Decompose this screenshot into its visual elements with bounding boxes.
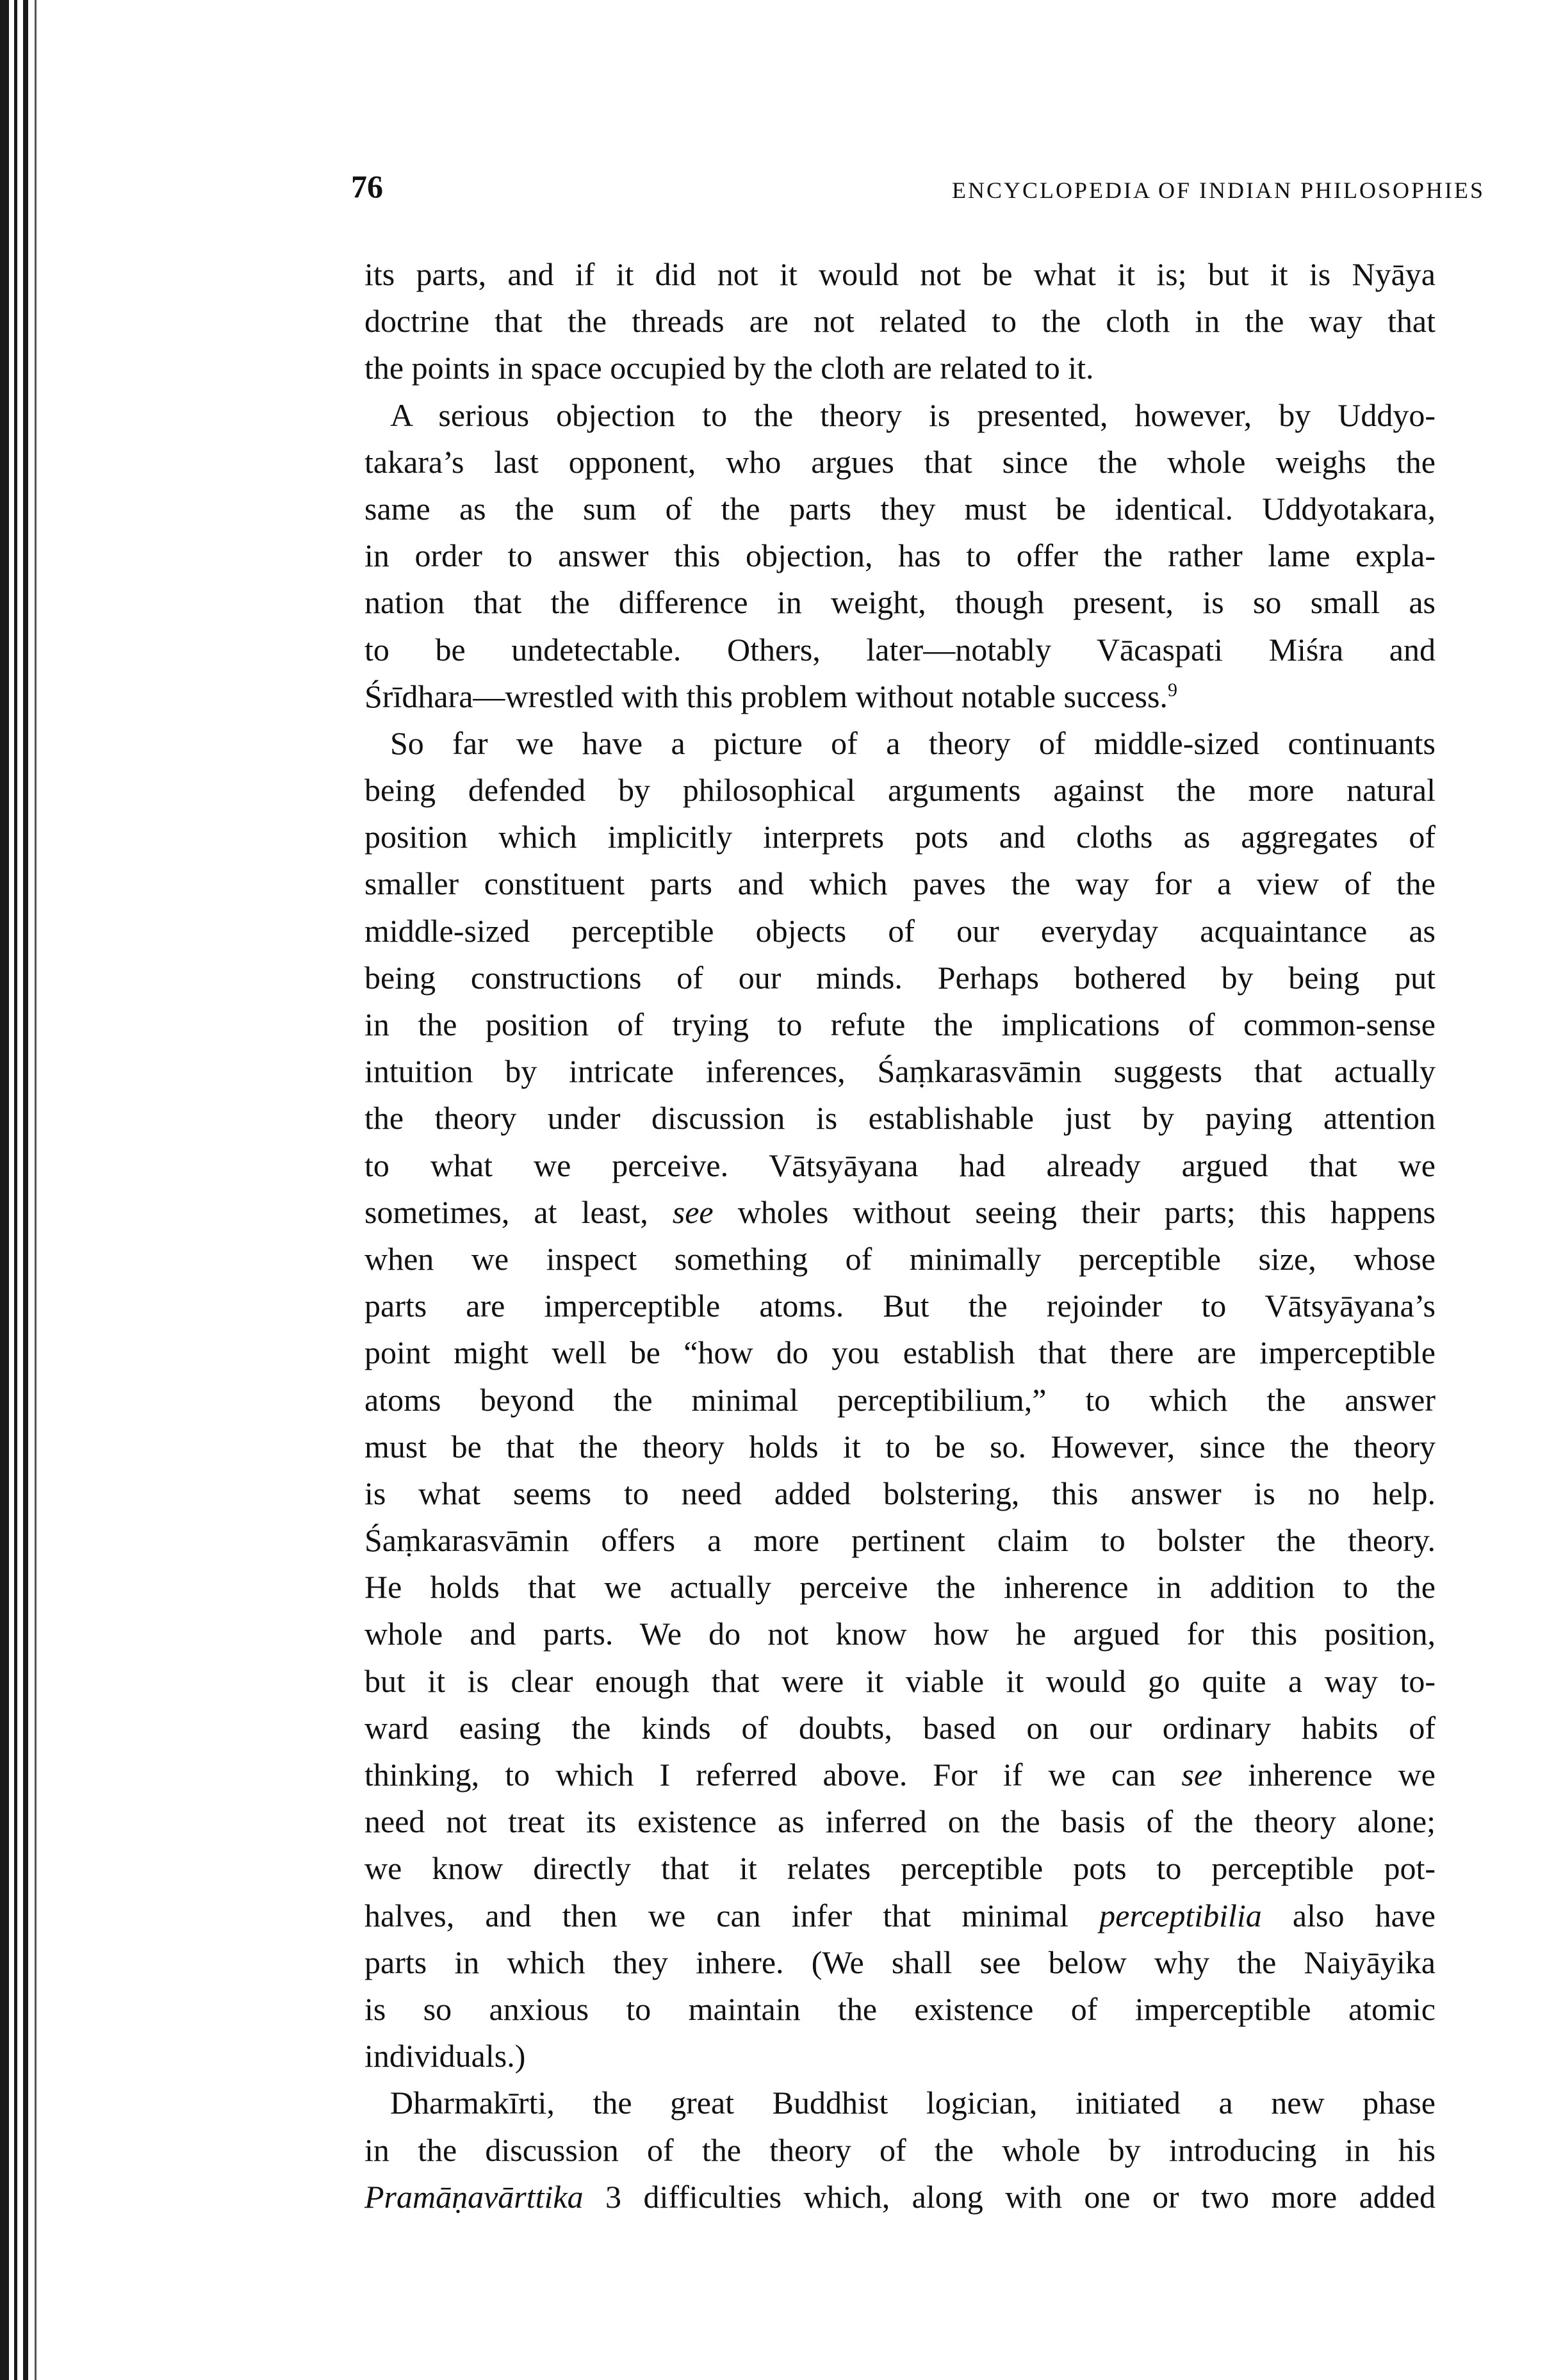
- text-line: [364, 814, 1436, 860]
- text-segment: also have: [1261, 1897, 1436, 1933]
- text-segment: being constructions of our minds. Perhaps bothered by being put: [364, 959, 1436, 996]
- text-segment: takara’s last opponent, who argues that since the whole weighs the: [364, 443, 1436, 480]
- text-segment: Śaṃkarasvāmin offers a more pertinent claim to bolster the theory.: [364, 1522, 1436, 1559]
- text-line: [364, 579, 1436, 626]
- text-line: [364, 251, 1436, 298]
- text-line: [364, 345, 1436, 391]
- text-segment: when we inspect something of minimally perceptible size, whose: [364, 1240, 1436, 1277]
- page-header: [351, 168, 1485, 213]
- text-line: [364, 767, 1436, 814]
- footnote-marker: 9: [1167, 679, 1177, 701]
- text-segment: sometimes, at least,: [364, 1194, 673, 1230]
- text-line: [364, 1752, 1436, 1798]
- body-text: [364, 251, 1436, 2220]
- text-segment: atoms beyond the minimal perceptibilium,” to which the answer: [364, 1381, 1436, 1418]
- text-line: [364, 1142, 1436, 1189]
- text-line: [364, 1236, 1436, 1283]
- text-line: [364, 1611, 1436, 1657]
- text-segment: its parts, and if it did not it would not be what it is; but it is Nyāya: [364, 256, 1436, 292]
- text-line: [364, 955, 1436, 1001]
- text-line: [364, 1517, 1436, 1564]
- text-line: [364, 439, 1436, 486]
- text-line: [364, 486, 1436, 532]
- text-line: [364, 1564, 1436, 1611]
- text-segment: individuals.): [364, 2038, 526, 2074]
- text-segment: the points in space occupied by the cloth are related to it.: [364, 350, 1094, 386]
- text-line: [364, 2127, 1436, 2174]
- page-number: 76: [351, 168, 383, 204]
- text-line: [364, 392, 1436, 439]
- text-segment: 3 difficulties which, along with one or two more added: [583, 2178, 1436, 2215]
- text-line: [364, 1283, 1436, 1329]
- text-segment: doctrine that the threads are not related to the cloth in the way that: [364, 303, 1436, 340]
- text-line: [364, 1939, 1436, 1986]
- italic-term: see: [1181, 1757, 1223, 1793]
- italic-term: Pramāṇavārttika: [364, 2178, 584, 2215]
- text-line: [364, 1377, 1436, 1424]
- page-binding-edge: [35, 0, 37, 2380]
- text-line: [364, 2080, 1436, 2126]
- text-segment: parts are imperceptible atoms. But the rejoinder to Vātsyāyana’s: [364, 1288, 1436, 1324]
- text-segment: smaller constituent parts and which paves the way for a view of the: [364, 866, 1436, 902]
- text-segment: thinking, to which I referred above. For if we can: [364, 1757, 1182, 1793]
- text-line: [364, 1001, 1436, 1048]
- italic-term: see: [672, 1194, 714, 1230]
- text-line: [364, 720, 1436, 767]
- text-line: [364, 1658, 1436, 1705]
- text-line: [364, 1424, 1436, 1470]
- text-segment: He holds that we actually perceive the inherence in addition to the: [364, 1569, 1436, 1605]
- text-segment: wholes without seeing their parts; this happens: [713, 1194, 1436, 1230]
- text-segment: we know directly that it relates perceptible pots to perceptible pot-: [364, 1850, 1436, 1887]
- text-segment: to be undetectable. Others, later—notably Vācaspati Miśra and: [364, 631, 1436, 668]
- text-segment: being defended by philosophical arguments against the more natural: [364, 772, 1436, 808]
- text-segment: in the discussion of the theory of the whole by introducing in his: [364, 2131, 1436, 2168]
- text-line: [364, 1048, 1436, 1095]
- page-binding-edge: [23, 0, 28, 2380]
- text-segment: parts in which they inhere. (We shall see below why the Naiyāyika: [364, 1944, 1436, 1980]
- text-segment: inherence we: [1222, 1757, 1436, 1793]
- text-segment: halves, and then we can infer that minimal: [364, 1897, 1100, 1933]
- text-segment: must be that the theory holds it to be so. However, since the theory: [364, 1428, 1436, 1465]
- text-line: [364, 1189, 1436, 1236]
- text-segment: is what seems to need added bolstering, this answer is no help.: [364, 1475, 1436, 1511]
- page-binding-edge: [0, 0, 9, 2380]
- text-line: [364, 1986, 1436, 2033]
- text-segment: whole and parts. We do not know how he argued for this position,: [364, 1616, 1436, 1652]
- text-line: [364, 1095, 1436, 1142]
- text-segment: is so anxious to maintain the existence of imperceptible atomic: [364, 1990, 1436, 2027]
- text-segment: intuition by intricate inferences, Śaṃkarasvāmin suggests that actually: [364, 1053, 1436, 1090]
- text-line: [364, 1470, 1436, 1517]
- text-segment: position which implicitly interprets pots and cloths as aggregates of: [364, 819, 1436, 855]
- text-segment: Śrīdhara—wrestled with this problem without notable success.: [364, 678, 1168, 714]
- text-segment: nation that the difference in weight, though present, is so small as: [364, 584, 1436, 621]
- text-line: [364, 673, 1436, 720]
- text-line: [364, 2174, 1436, 2220]
- text-segment: So far we have a picture of a theory of middle-sized continuants: [390, 725, 1436, 761]
- text-line: [364, 1798, 1436, 1845]
- text-line: [364, 2033, 1436, 2080]
- text-segment: in the position of trying to refute the implications of common-sense: [364, 1006, 1436, 1042]
- text-line: [364, 1892, 1436, 1939]
- text-line: [364, 1705, 1436, 1752]
- text-line: [364, 1845, 1436, 1892]
- text-segment: to what we perceive. Vātsyāyana had already argued that we: [364, 1147, 1436, 1183]
- text-segment: A serious objection to the theory is presented, however, by Uddyo-: [390, 397, 1436, 433]
- text-line: [364, 298, 1436, 345]
- text-line: [364, 908, 1436, 955]
- text-line: [364, 627, 1436, 673]
- text-segment: point might well be “how do you establish that there are imperceptible: [364, 1334, 1436, 1371]
- italic-term: perceptibilia: [1099, 1897, 1262, 1933]
- text-line: [364, 860, 1436, 907]
- text-line: [364, 532, 1436, 579]
- text-segment: same as the sum of the parts they must be identical. Uddyotakara,: [364, 490, 1436, 527]
- text-segment: need not treat its existence as inferred on the basis of the theory alone;: [364, 1803, 1436, 1840]
- running-title: ENCYCLOPEDIA OF INDIAN PHILOSOPHIES: [951, 177, 1485, 203]
- text-line: [364, 1329, 1436, 1376]
- text-segment: Dharmakīrti, the great Buddhist logician, initiated a new phase: [390, 2085, 1436, 2121]
- text-segment: middle-sized perceptible objects of our everyday acquaintance as: [364, 912, 1436, 949]
- page-binding-edge: [14, 0, 17, 2380]
- text-segment: the theory under discussion is establishable just by paying attention: [364, 1100, 1436, 1137]
- text-segment: but it is clear enough that were it viable it would go quite a way to-: [364, 1662, 1436, 1699]
- text-segment: in order to answer this objection, has to offer the rather lame expla-: [364, 538, 1436, 574]
- text-segment: ward easing the kinds of doubts, based on our ordinary habits of: [364, 1709, 1436, 1746]
